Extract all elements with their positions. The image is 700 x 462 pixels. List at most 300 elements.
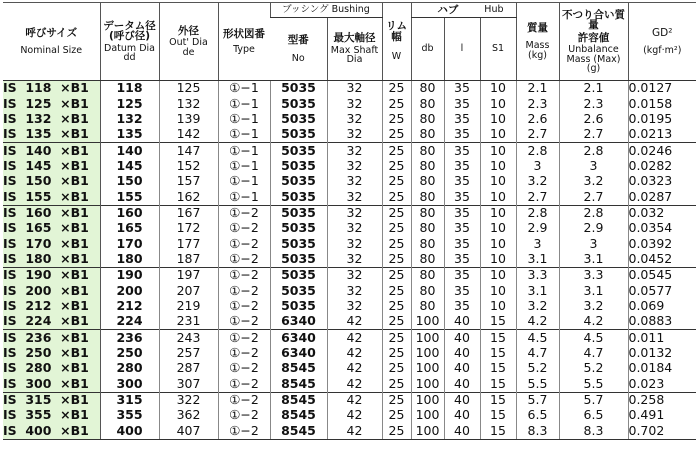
- outer-dia-cell: 257: [159, 346, 218, 361]
- hub-l-cell: 40: [444, 361, 480, 376]
- unbalance-cell: 3.3: [559, 267, 628, 283]
- hub-s-cell: 10: [480, 299, 516, 314]
- max-shaft-cell: 42: [327, 376, 382, 392]
- gd2-cell: 0.0323: [628, 174, 696, 189]
- type-cell: ①−2: [218, 423, 270, 439]
- nominal-size-cell: IS 355 ×B1: [3, 408, 100, 423]
- type-cell: ①−2: [218, 252, 270, 268]
- nominal-size-cell: IS 200 ×B1: [3, 283, 100, 298]
- mass-cell: 4.5: [516, 330, 559, 346]
- unbalance-cell: 4.2: [559, 314, 628, 330]
- table-row: [3, 361, 696, 376]
- nominal-size-cell: IS 155 ×B1: [3, 189, 100, 205]
- hub-l-cell: 35: [444, 96, 480, 111]
- max-shaft-cell: 32: [327, 205, 382, 221]
- hub-s-cell: 15: [480, 423, 516, 439]
- gd2-cell: 0.0246: [628, 143, 696, 159]
- max-shaft-cell: 42: [327, 408, 382, 423]
- max-shaft-cell: 32: [327, 299, 382, 314]
- max-shaft-cell: 42: [327, 346, 382, 361]
- hub-s-cell: 10: [480, 127, 516, 143]
- hub-s-cell: 10: [480, 189, 516, 205]
- unbalance-cell: 2.6: [559, 112, 628, 127]
- gd2-cell: 0.491: [628, 408, 696, 423]
- gd2-cell: 0.0132: [628, 346, 696, 361]
- rim-width-cell: 25: [382, 127, 411, 143]
- hub-l-cell: 35: [444, 159, 480, 174]
- mass-cell: 5.7: [516, 392, 559, 408]
- max-shaft-header: 最大軸径 Max Shaft Dia: [327, 18, 382, 81]
- mass-cell: 3.2: [516, 174, 559, 189]
- hub-db-cell: 100: [411, 346, 444, 361]
- nominal-size-cell: IS 132 ×B1: [3, 112, 100, 127]
- outer-dia-cell: 187: [159, 252, 218, 268]
- mass-cell: 3: [516, 236, 559, 251]
- spec-table-body: [3, 81, 696, 440]
- hub-db-cell: 80: [411, 283, 444, 298]
- table-row: [3, 252, 696, 268]
- hub-db-cell: 100: [411, 314, 444, 330]
- nominal-size-cell: IS 315 ×B1: [3, 392, 100, 408]
- hub-l-cell: 35: [444, 252, 480, 268]
- mass-cell: 2.3: [516, 96, 559, 111]
- rim-width-cell: 25: [382, 361, 411, 376]
- unbalance-cell: 3: [559, 159, 628, 174]
- max-shaft-cell: 32: [327, 127, 382, 143]
- max-shaft-cell: 32: [327, 189, 382, 205]
- header-row-top: [3, 3, 696, 18]
- nominal-size-cell: IS 280 ×B1: [3, 361, 100, 376]
- datum-dia-cell: 150: [100, 174, 159, 189]
- unbalance-cell: 3.2: [559, 174, 628, 189]
- bushing-no-cell: 6340: [270, 314, 327, 330]
- mass-cell: 2.7: [516, 127, 559, 143]
- hub-s-cell: 10: [480, 112, 516, 127]
- mass-cell: 4.2: [516, 314, 559, 330]
- hub-l-header: l: [444, 18, 480, 81]
- max-shaft-cell: 32: [327, 81, 382, 97]
- hub-s-cell: 10: [480, 205, 516, 221]
- outer-dia-cell: 219: [159, 299, 218, 314]
- outer-dia-cell: 125: [159, 81, 218, 97]
- unbalance-cell: 2.8: [559, 205, 628, 221]
- gd2-cell: 0.0127: [628, 81, 696, 97]
- table-row: [3, 96, 696, 111]
- bushing-no-cell: 5035: [270, 299, 327, 314]
- nominal-size-cell: IS 165 ×B1: [3, 221, 100, 236]
- hub-l-cell: 35: [444, 81, 480, 97]
- hub-s-cell: 10: [480, 159, 516, 174]
- type-cell: ①−1: [218, 143, 270, 159]
- hub-db-cell: 100: [411, 376, 444, 392]
- gd2-cell: 0.069: [628, 299, 696, 314]
- mass-cell: 6.5: [516, 408, 559, 423]
- hub-l-cell: 40: [444, 392, 480, 408]
- mass-cell: 2.8: [516, 143, 559, 159]
- outer-dia-cell: 162: [159, 189, 218, 205]
- unbalance-cell: 6.5: [559, 408, 628, 423]
- max-shaft-cell: 32: [327, 267, 382, 283]
- unbalance-cell: 2.7: [559, 127, 628, 143]
- hub-db-cell: 80: [411, 159, 444, 174]
- max-shaft-cell: 32: [327, 143, 382, 159]
- outer-dia-cell: 207: [159, 283, 218, 298]
- gd2-cell: 0.0577: [628, 283, 696, 298]
- nominal-size-header: 呼びサイズ Nominal Size: [3, 3, 100, 81]
- mass-cell: 2.9: [516, 221, 559, 236]
- hub-s-cell: 15: [480, 314, 516, 330]
- hub-db-cell: 100: [411, 392, 444, 408]
- rim-width-cell: 25: [382, 205, 411, 221]
- nominal-size-cell: IS 170 ×B1: [3, 236, 100, 251]
- type-cell: ①−2: [218, 299, 270, 314]
- hub-l-cell: 40: [444, 408, 480, 423]
- hub-l-cell: 35: [444, 283, 480, 298]
- bushing-no-cell: 5035: [270, 174, 327, 189]
- mass-cell: 2.8: [516, 205, 559, 221]
- table-row: [3, 174, 696, 189]
- datum-dia-cell: 145: [100, 159, 159, 174]
- max-shaft-cell: 32: [327, 112, 382, 127]
- type-cell: ①−2: [218, 267, 270, 283]
- max-shaft-cell: 32: [327, 159, 382, 174]
- hub-db-cell: 80: [411, 143, 444, 159]
- bushing-no-cell: 5035: [270, 189, 327, 205]
- outer-dia-cell: 152: [159, 159, 218, 174]
- outer-dia-cell: 307: [159, 376, 218, 392]
- max-shaft-cell: 32: [327, 283, 382, 298]
- gd2-cell: 0.0282: [628, 159, 696, 174]
- rim-width-cell: 25: [382, 346, 411, 361]
- hub-db-cell: 80: [411, 127, 444, 143]
- hub-db-cell: 80: [411, 299, 444, 314]
- table-row: [3, 205, 696, 221]
- hub-l-cell: 35: [444, 205, 480, 221]
- hub-s-cell: 10: [480, 252, 516, 268]
- max-shaft-cell: 42: [327, 361, 382, 376]
- nominal-size-cell: IS 140 ×B1: [3, 143, 100, 159]
- hub-l-cell: 35: [444, 221, 480, 236]
- mass-cell: 2.1: [516, 81, 559, 97]
- table-row: [3, 283, 696, 298]
- hub-l-cell: 35: [444, 143, 480, 159]
- type-cell: ①−2: [218, 236, 270, 251]
- unbalance-cell: 2.8: [559, 143, 628, 159]
- hub-l-cell: 35: [444, 174, 480, 189]
- outer-dia-cell: 147: [159, 143, 218, 159]
- hub-l-cell: 40: [444, 330, 480, 346]
- table-row: [3, 127, 696, 143]
- max-shaft-cell: 32: [327, 174, 382, 189]
- unbalance-cell: 2.9: [559, 221, 628, 236]
- hub-l-cell: 35: [444, 267, 480, 283]
- table-row: [3, 330, 696, 346]
- unbalance-cell: 3.2: [559, 299, 628, 314]
- hub-l-cell: 40: [444, 314, 480, 330]
- bushing-no-cell: 5035: [270, 267, 327, 283]
- rim-width-cell: 25: [382, 408, 411, 423]
- type-cell: ①−2: [218, 408, 270, 423]
- bushing-no-cell: 5035: [270, 143, 327, 159]
- rim-width-cell: 25: [382, 267, 411, 283]
- hub-db-cell: 80: [411, 96, 444, 111]
- gd2-header: GD² (kgf·m²): [628, 3, 696, 81]
- hub-s-cell: 15: [480, 408, 516, 423]
- hub-db-cell: 100: [411, 361, 444, 376]
- hub-db-cell: 80: [411, 205, 444, 221]
- bushing-no-cell: 5035: [270, 205, 327, 221]
- bushing-no-cell: 5035: [270, 81, 327, 97]
- max-shaft-cell: 32: [327, 236, 382, 251]
- table-row: [3, 392, 696, 408]
- hub-l-cell: 35: [444, 236, 480, 251]
- rim-width-cell: 25: [382, 330, 411, 346]
- unbalance-cell: 5.7: [559, 392, 628, 408]
- outer-dia-cell: 231: [159, 314, 218, 330]
- bushing-no-cell: 5035: [270, 96, 327, 111]
- nominal-size-cell: IS 190 ×B1: [3, 267, 100, 283]
- mass-cell: 4.7: [516, 346, 559, 361]
- rim-width-header: リム幅 W: [382, 3, 411, 81]
- gd2-cell: 0.0184: [628, 361, 696, 376]
- hub-db-cell: 80: [411, 174, 444, 189]
- unbalance-cell: 4.7: [559, 346, 628, 361]
- mass-cell: 5.2: [516, 361, 559, 376]
- nominal-size-cell: IS 236 ×B1: [3, 330, 100, 346]
- datum-dia-cell: 180: [100, 252, 159, 268]
- bushing-no-cell: 8545: [270, 361, 327, 376]
- hub-s-cell: 10: [480, 236, 516, 251]
- table-row: [3, 299, 696, 314]
- gd2-cell: 0.0287: [628, 189, 696, 205]
- hub-s-cell: 15: [480, 346, 516, 361]
- unbalance-cell: 3.1: [559, 283, 628, 298]
- nominal-size-cell: IS 180 ×B1: [3, 252, 100, 268]
- gd2-cell: 0.023: [628, 376, 696, 392]
- outer-dia-cell: 177: [159, 236, 218, 251]
- nominal-size-cell: IS 135 ×B1: [3, 127, 100, 143]
- unbalance-cell: 5.5: [559, 376, 628, 392]
- hub-db-cell: 80: [411, 81, 444, 97]
- mass-cell: 2.6: [516, 112, 559, 127]
- bushing-no-cell: 5035: [270, 283, 327, 298]
- outer-dia-cell: 362: [159, 408, 218, 423]
- mass-cell: 2.7: [516, 189, 559, 205]
- max-shaft-cell: 42: [327, 423, 382, 439]
- unbalance-cell: 3.1: [559, 252, 628, 268]
- gd2-cell: 0.0158: [628, 96, 696, 111]
- mass-cell: 3.2: [516, 299, 559, 314]
- datum-dia-cell: 200: [100, 283, 159, 298]
- type-cell: ①−2: [218, 221, 270, 236]
- hub-s-cell: 15: [480, 330, 516, 346]
- max-shaft-cell: 32: [327, 252, 382, 268]
- hub-s-cell: 10: [480, 96, 516, 111]
- type-cell: ①−2: [218, 392, 270, 408]
- bushing-no-cell: 8545: [270, 376, 327, 392]
- type-cell: ①−2: [218, 314, 270, 330]
- rim-width-cell: 25: [382, 376, 411, 392]
- type-cell: ①−1: [218, 81, 270, 97]
- unbalance-cell: 4.5: [559, 330, 628, 346]
- datum-dia-cell: 236: [100, 330, 159, 346]
- datum-dia-cell: 250: [100, 346, 159, 361]
- hub-s-cell: 10: [480, 143, 516, 159]
- unbalance-cell: 8.3: [559, 423, 628, 439]
- table-row: [3, 143, 696, 159]
- table-row: [3, 159, 696, 174]
- rim-width-cell: 25: [382, 283, 411, 298]
- hub-db-cell: 100: [411, 330, 444, 346]
- bushing-no-cell: 8545: [270, 423, 327, 439]
- mass-cell: 8.3: [516, 423, 559, 439]
- gd2-cell: 0.032: [628, 205, 696, 221]
- datum-dia-cell: 315: [100, 392, 159, 408]
- type-cell: ①−1: [218, 189, 270, 205]
- hub-l-cell: 35: [444, 189, 480, 205]
- outer-dia-cell: 287: [159, 361, 218, 376]
- nominal-size-cell: IS 160 ×B1: [3, 205, 100, 221]
- hub-s-cell: 10: [480, 267, 516, 283]
- gd2-cell: 0.258: [628, 392, 696, 408]
- bushing-no-cell: 5035: [270, 236, 327, 251]
- hub-db-cell: 80: [411, 252, 444, 268]
- datum-dia-cell: 132: [100, 112, 159, 127]
- datum-dia-cell: 135: [100, 127, 159, 143]
- datum-dia-cell: 160: [100, 205, 159, 221]
- hub-db-cell: 80: [411, 189, 444, 205]
- outer-dia-cell: 407: [159, 423, 218, 439]
- datum-dia-cell: 190: [100, 267, 159, 283]
- max-shaft-cell: 42: [327, 330, 382, 346]
- nominal-size-cell: IS 400 ×B1: [3, 423, 100, 439]
- table-row: [3, 408, 696, 423]
- hub-s-cell: 10: [480, 221, 516, 236]
- gd2-cell: 0.0354: [628, 221, 696, 236]
- mass-cell: 3: [516, 159, 559, 174]
- bushing-no-cell: 8545: [270, 392, 327, 408]
- nominal-size-cell: IS 118 ×B1: [3, 81, 100, 97]
- hub-s-cell: 15: [480, 392, 516, 408]
- outer-dia-cell: 167: [159, 205, 218, 221]
- hub-s-cell: 10: [480, 283, 516, 298]
- rim-width-cell: 25: [382, 96, 411, 111]
- datum-dia-cell: 300: [100, 376, 159, 392]
- nominal-size-cell: IS 150 ×B1: [3, 174, 100, 189]
- hub-s-cell: 15: [480, 361, 516, 376]
- hub-db-cell: 100: [411, 423, 444, 439]
- bushing-no-header: 型番 No: [270, 18, 327, 81]
- type-cell: ①−1: [218, 112, 270, 127]
- datum-dia-cell: 355: [100, 408, 159, 423]
- rim-width-cell: 25: [382, 252, 411, 268]
- hub-s-header: S1: [480, 18, 516, 81]
- outer-dia-cell: 322: [159, 392, 218, 408]
- outer-dia-cell: 157: [159, 174, 218, 189]
- datum-dia-cell: 125: [100, 96, 159, 111]
- outer-dia-cell: 172: [159, 221, 218, 236]
- gd2-cell: 0.0195: [628, 112, 696, 127]
- datum-dia-cell: 212: [100, 299, 159, 314]
- table-row: [3, 81, 696, 97]
- table-row: [3, 221, 696, 236]
- outer-dia-cell: 142: [159, 127, 218, 143]
- hub-db-cell: 80: [411, 267, 444, 283]
- unbalance-cell: 5.2: [559, 361, 628, 376]
- gd2-cell: 0.0452: [628, 252, 696, 268]
- rim-width-cell: 25: [382, 189, 411, 205]
- mass-cell: 3.3: [516, 267, 559, 283]
- hub-l-cell: 35: [444, 127, 480, 143]
- table-row: [3, 267, 696, 283]
- datum-dia-header: データム径(呼び径) Datum Dia dd: [100, 3, 159, 81]
- gd2-cell: 0.0392: [628, 236, 696, 251]
- hub-s-cell: 10: [480, 174, 516, 189]
- table-row: [3, 189, 696, 205]
- rim-width-cell: 25: [382, 81, 411, 97]
- nominal-size-cell: IS 145 ×B1: [3, 159, 100, 174]
- datum-dia-cell: 400: [100, 423, 159, 439]
- bushing-header: ブッシング Bushing: [270, 3, 382, 18]
- bushing-no-cell: 5035: [270, 159, 327, 174]
- hub-db-cell: 80: [411, 112, 444, 127]
- rim-width-cell: 25: [382, 143, 411, 159]
- max-shaft-cell: 42: [327, 314, 382, 330]
- nominal-size-cell: IS 250 ×B1: [3, 346, 100, 361]
- hub-l-cell: 40: [444, 423, 480, 439]
- bushing-no-cell: 5035: [270, 252, 327, 268]
- mass-header: 質量 Mass (kg): [516, 3, 559, 81]
- max-shaft-cell: 42: [327, 392, 382, 408]
- outer-dia-cell: 132: [159, 96, 218, 111]
- hub-l-cell: 40: [444, 376, 480, 392]
- type-cell: ①−1: [218, 174, 270, 189]
- outer-dia-cell: 197: [159, 267, 218, 283]
- bushing-no-cell: 5035: [270, 127, 327, 143]
- datum-dia-cell: 140: [100, 143, 159, 159]
- rim-width-cell: 25: [382, 112, 411, 127]
- table-row: [3, 236, 696, 251]
- mass-cell: 3.1: [516, 252, 559, 268]
- bushing-no-cell: 8545: [270, 408, 327, 423]
- rim-width-cell: 25: [382, 236, 411, 251]
- hub-db-cell: 80: [411, 236, 444, 251]
- type-cell: ①−2: [218, 283, 270, 298]
- type-cell: ①−1: [218, 127, 270, 143]
- datum-dia-cell: 224: [100, 314, 159, 330]
- unbalance-cell: 3: [559, 236, 628, 251]
- table-row: [3, 346, 696, 361]
- outer-dia-cell: 139: [159, 112, 218, 127]
- type-cell: ①−2: [218, 361, 270, 376]
- type-header: 形状図番 Type: [218, 3, 270, 81]
- mass-cell: 3.1: [516, 283, 559, 298]
- nominal-size-cell: IS 212 ×B1: [3, 299, 100, 314]
- rim-width-cell: 25: [382, 314, 411, 330]
- rim-width-cell: 25: [382, 423, 411, 439]
- gd2-cell: 0.0213: [628, 127, 696, 143]
- nominal-size-cell: IS 224 ×B1: [3, 314, 100, 330]
- unbalance-cell: 2.3: [559, 96, 628, 111]
- rim-width-cell: 25: [382, 221, 411, 236]
- gd2-cell: 0.0883: [628, 314, 696, 330]
- bushing-no-cell: 6340: [270, 346, 327, 361]
- mass-cell: 5.5: [516, 376, 559, 392]
- table-row: [3, 314, 696, 330]
- unbalance-header: 不つり合い質量 許容値 Unbalance Mass (Max) (g): [559, 3, 628, 81]
- table-row: [3, 376, 696, 392]
- outer-dia-header: 外径 Out' Dia de: [159, 3, 218, 81]
